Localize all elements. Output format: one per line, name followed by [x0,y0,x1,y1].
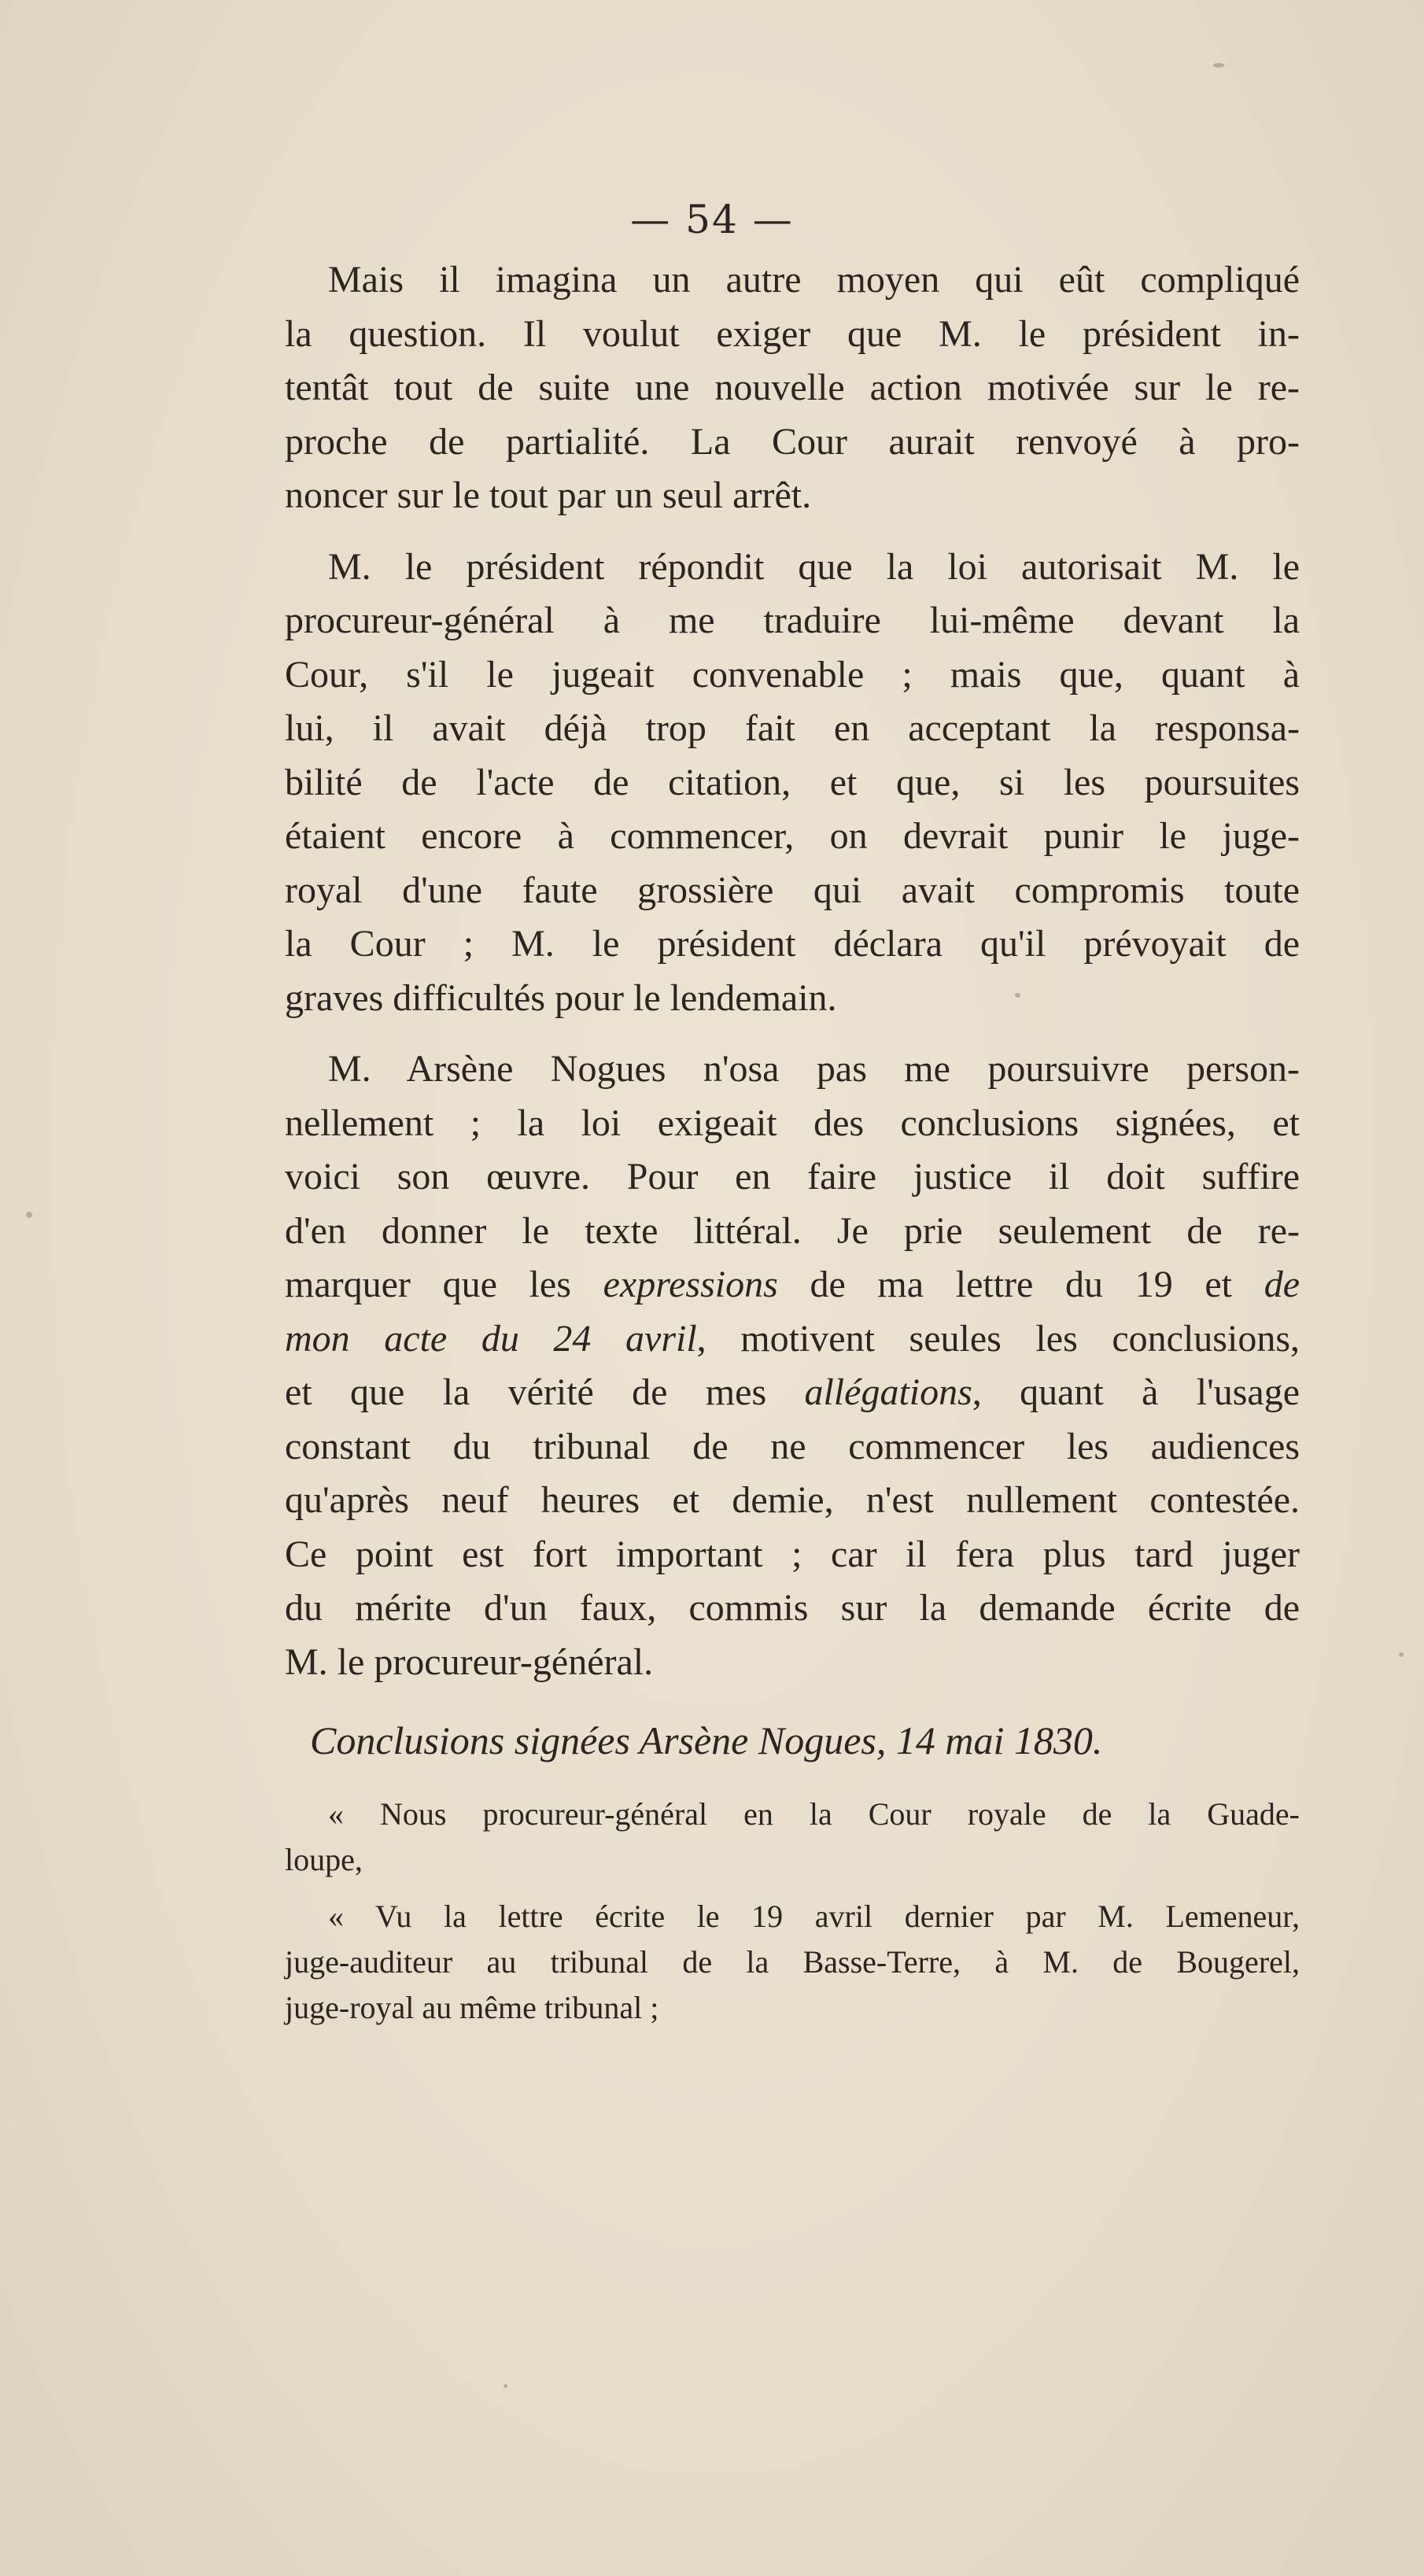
italic-text: expressions [603,1264,778,1305]
quote-line: « Vu la lettre écrite le 19 avril dernier par M. Lemeneur, [328,1899,1300,1934]
page-number: — 54 — [630,197,794,242]
text-line: bilité de l'acte de citation, et que, si les poursuites [285,761,1300,803]
text-line: M. le président répondit que la loi autorisait M. le [328,545,1300,588]
text-segment: du mérite d'un faux, commis sur la demande écrite de [285,1587,1300,1629]
text-segment: voici son œuvre. Pour en faire justice il doit suffire [285,1156,1300,1198]
text-line [285,1043,1300,1097]
text-segment: M. le procureur-général. [285,1640,654,1683]
italic-text: allégations [804,1371,972,1413]
italic-text: mon acte du 24 avril [285,1317,697,1360]
text-line: la Cour ; M. le président déclara qu'il prévoyait de [285,923,1300,965]
text-line: la question. Il voulut exiger que M. le président in- [285,312,1300,355]
paragraph-2 [285,541,1300,1026]
text-line: royal d'une faute grossière qui avait compromis toute [285,869,1300,911]
text-line: procureur-général à me traduire lui-même devant la [285,600,1300,641]
quote-line: loupe, [285,1842,363,1877]
text-line [285,1474,1300,1528]
quote-line: juge-auditeur au tribunal de la Basse-Terre, à M. de Bougerel, [285,1944,1300,1980]
text-line: proche de partialité. La Cour aurait renvoyé à pro- [285,420,1300,463]
paragraph-1 [285,253,1300,523]
quote-1 [285,1792,1300,1883]
text-line [285,1205,1300,1259]
text-line: Mais il imagina un autre moyen qui eût compliqué [328,259,1300,301]
paper-speck [1213,63,1224,68]
text-line: lui, il avait déjà trop fait en acceptant la responsa- [285,707,1300,749]
text-line [285,1150,1300,1205]
text-segment: de ma lettre du 19 et [777,1264,1264,1305]
text-line: tentât tout de suite une nouvelle action motivée sur le re- [285,367,1300,408]
text-line: noncer sur le tout par un seul arrêt. [285,474,812,516]
text-segment: constant du tribunal de ne commencer les audiences [285,1425,1300,1467]
text-line: Cour, s'il le jugeait convenable ; mais que, quant à [285,653,1300,696]
paper-speck [1399,1652,1404,1657]
quote-line: juge-royal au même tribunal ; [285,1990,659,2025]
text-line: étaient encore à commencer, on devrait punir le juge- [285,815,1300,857]
italic-text: de [1264,1264,1300,1305]
text-segment: marquer que les [285,1264,603,1305]
text-segment: , motivent seules les conclusions, [696,1317,1300,1360]
text-segment: , quant à l'usage [972,1371,1300,1413]
text-line [285,1258,1300,1312]
text-line [285,1366,1300,1420]
text-line [285,1636,1300,1690]
section-heading: Conclusions signées Arsène Nogues, 14 mai 1830. [310,1718,1103,1762]
paper-speck [26,1212,32,1218]
text-line [285,1312,1300,1367]
text-segment: d'en donner le texte littéral. Je prie seulement de re- [285,1209,1300,1252]
text-segment: Ce point est fort important ; car il fera plus tard juger [285,1533,1300,1575]
text-segment: qu'après neuf heures et demie, n'est nullement contestée. [285,1479,1300,1521]
text-line [285,1581,1300,1636]
quote-2 [285,1894,1300,2031]
paper-speck [504,2384,507,2388]
paragraph-3 [285,1043,1300,1689]
text-line [285,1097,1300,1151]
quote-line: « Nous procureur-général en la Cour royale de la Guade- [328,1796,1300,1832]
text-segment: M. Arsène Nogues n'osa pas me poursuivre person- [328,1048,1300,1090]
text-segment: nellement ; la loi exigeait des conclusions signées, et [285,1102,1300,1144]
text-segment: et que la vérité de mes [285,1371,805,1413]
text-line: graves difficultés pour le lendemain. [285,976,837,1019]
text-line [285,1420,1300,1474]
text-line [285,1528,1300,1582]
body-text [285,253,1300,2042]
